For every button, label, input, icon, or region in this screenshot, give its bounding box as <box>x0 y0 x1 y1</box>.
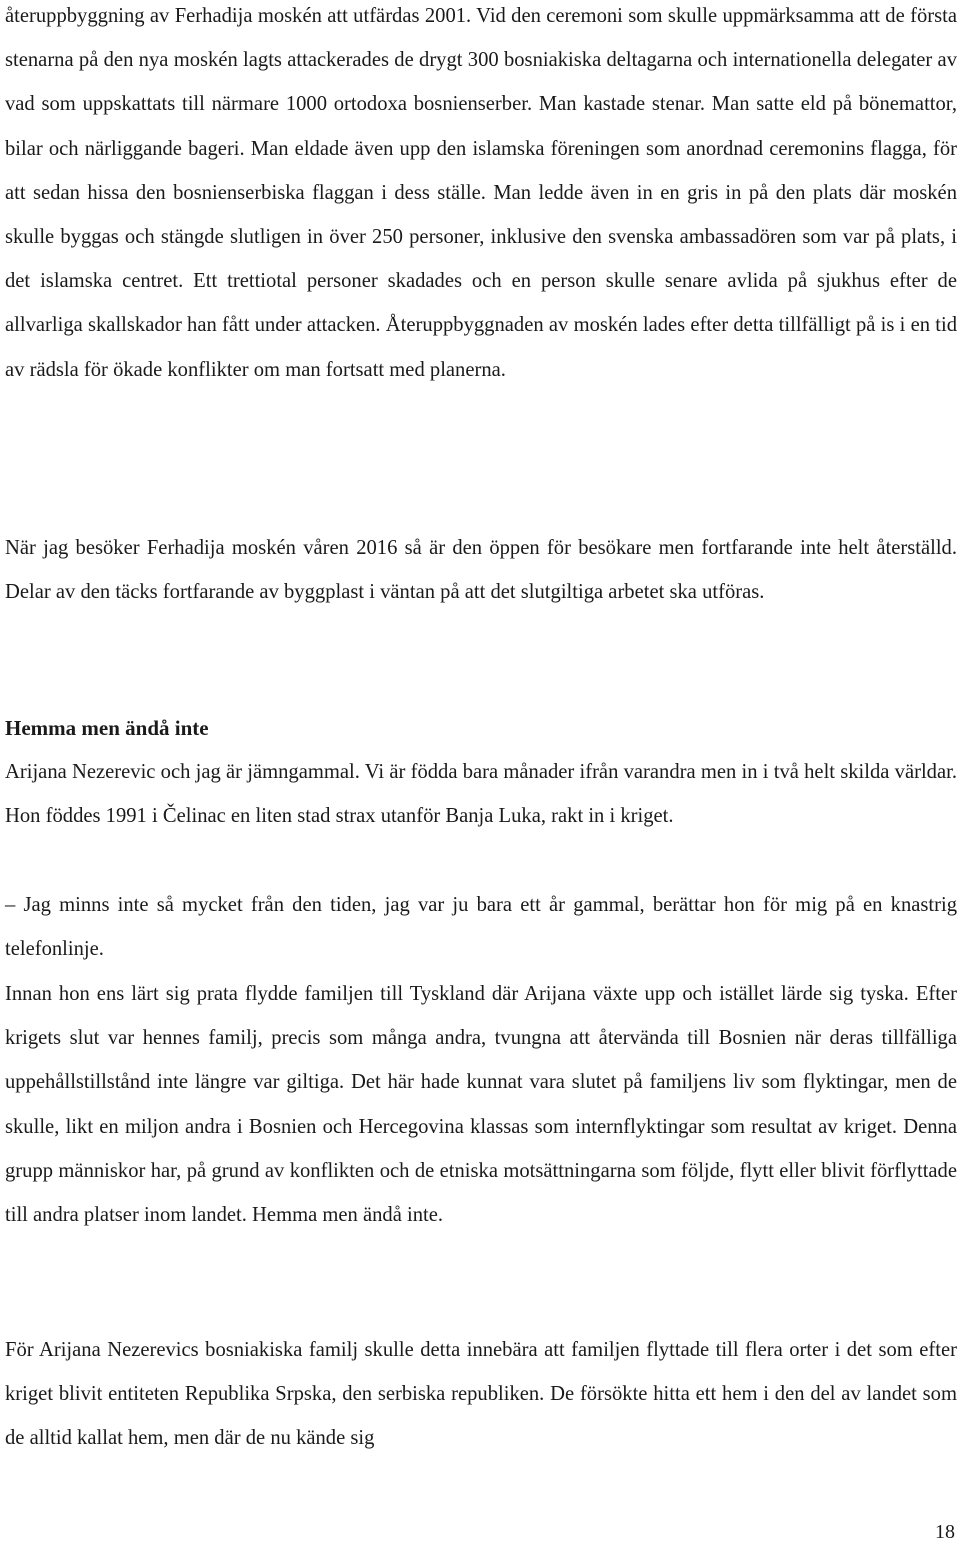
body-paragraph-mosque-attack: återuppbyggning av Ferhadija moskén att utfärdas 2001. Vid den ceremoni som skulle uppmärksamma att de första stenarna på den nya moskén lagts attackerades de drygt 300 bosniakiska deltagarna och internationella delegater av vad som uppskattats till närmare 1000 ortodoxa bosnienserber. Man kastade stenar. Man satte eld på bönemattor, bilar och närliggande bageri. Man eldade även upp den islamska föreningen som anordnad ceremonins flagga, för att sedan hissa den bosnienserbiska flaggan i dess ställe. Man ledde även in en gris in på den plats där moskén skulle byggas och stängde slutligen in över 250 personer, inklusive den svenska ambassadören som var på plats, i det islamska centret. Ett trettiotal personer skadades och en person skulle senare avlida på sjukhus efter de allvarliga skallskador han fått under attacken. Återuppbyggnaden av moskén lades efter detta tillfälligt på is i en tid av rädsla för ökade konflikter om man fortsatt med planerna. <box>5 5 957 381</box>
page-number: 18 <box>935 1521 955 1543</box>
body-paragraph-republika-srpska: För Arijana Nezerevics bosniakiska familj skulle detta innebära att familjen flyttade till flera orter i det som efter kriget blivit entiteten Republika Srpska, den serbiska republiken. De försökte hitta ett hem i den del av landet som de alltid kallat hem, men där de nu kände sig <box>5 1339 957 1450</box>
section-heading: Hemma men ändå inte <box>5 716 209 740</box>
body-paragraph-quote: – Jag minns inte så mycket från den tiden, jag var ju bara ett år gammal, berättar hon för mig på en knastrig telefonlinje. <box>5 894 957 961</box>
body-paragraph-refugees: Innan hon ens lärt sig prata flydde familjen till Tyskland där Arijana växte upp och istället lärde sig tyska. Efter krigets slut var hennes familj, precis som många andra, tvungna att återvända till Bosnien när deras tillfälliga uppehållstillstånd inte längre var giltiga. Det här hade kunnat vara slutet på familjens liv som flyktingar, men de skulle, likt en miljon andra i Bosnien och Hercegovina klassas som internflyktingar som resultat av kriget. Denna grupp människor har, på grund av konflikten och de etniska motsättningarna som följde, flytt eller blivit förflyttade till andra platser inom landet. Hemma men ändå inte. <box>5 983 957 1227</box>
body-paragraph-arijana-intro: Arijana Nezerevic och jag är jämngammal. Vi är födda bara månader ifrån varandra men in i två helt skilda världar. Hon föddes 1991 i Čelinac en liten stad strax utanför Banja Luka, rakt in i kriget. <box>5 761 957 828</box>
body-paragraph-mosque-visit: När jag besöker Ferhadija moskén våren 2016 så är den öppen för besökare men fortfarande inte helt återställd. Delar av den täcks fortfarande av byggplast i väntan på att det slutgiltiga arbetet ska utföras. <box>5 537 957 604</box>
